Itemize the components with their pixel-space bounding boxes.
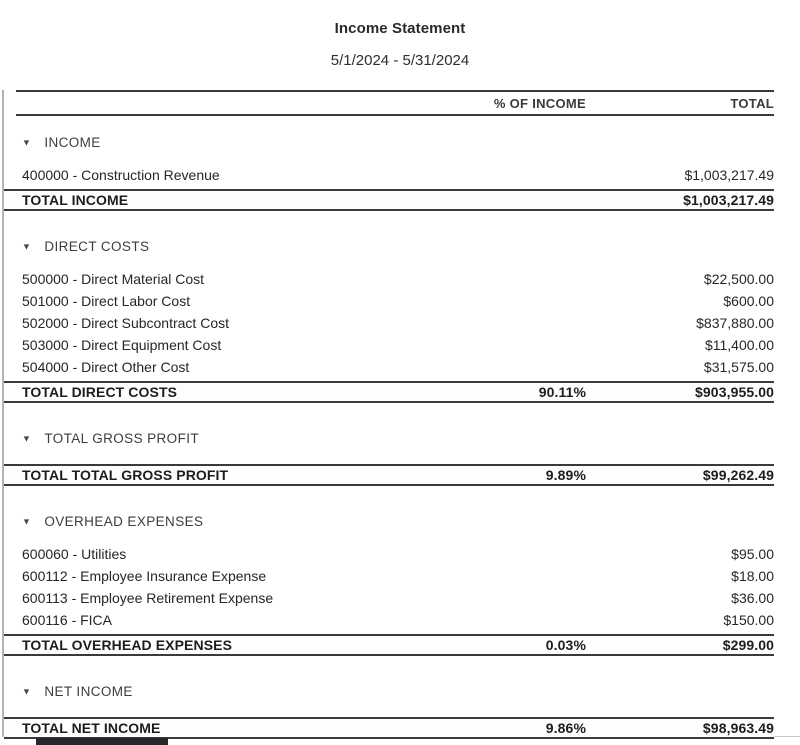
account-label: 600112 - Employee Insurance Expense: [22, 568, 267, 584]
account-label: 600060 - Utilities: [22, 546, 127, 562]
collapse-caret-icon: ▼: [22, 516, 32, 526]
account-label: 600116 - FICA: [22, 612, 113, 628]
account-total: $31,575.00: [703, 359, 774, 375]
total-percent: 9.86%: [545, 720, 586, 736]
collapse-caret-icon: ▼: [22, 137, 32, 147]
account-row: [4, 587, 774, 609]
section-total-row: [4, 189, 774, 211]
account-row: [4, 356, 774, 378]
total-total: $299.00: [722, 637, 774, 653]
total-label: TOTAL INCOME: [22, 192, 129, 208]
total-label: TOTAL NET INCOME: [22, 720, 161, 736]
total-total: $99,262.49: [702, 467, 774, 483]
account-total: $18.00: [731, 568, 774, 584]
report-section: [4, 236, 800, 403]
account-label: 503000 - Direct Equipment Cost: [22, 337, 222, 353]
account-label: 501000 - Direct Labor Cost: [22, 293, 191, 309]
total-total: $903,955.00: [695, 384, 774, 400]
section-title-label: TOTAL GROSS PROFIT: [44, 430, 200, 446]
account-row: [4, 268, 774, 290]
report-section: [4, 681, 800, 739]
section-title-label: DIRECT COSTS: [44, 238, 150, 254]
report-section: [4, 132, 800, 211]
section-header[interactable]: [4, 511, 800, 531]
total-percent: 9.89%: [545, 467, 586, 483]
account-total: $600.00: [723, 293, 774, 309]
section-header[interactable]: [4, 428, 800, 448]
account-total: $95.00: [731, 546, 774, 562]
report-sections: [4, 132, 800, 739]
account-row: [4, 334, 774, 356]
total-total: $1,003,217.49: [683, 192, 774, 208]
account-total: $36.00: [731, 590, 774, 606]
column-header-total: TOTAL: [730, 95, 774, 111]
section-rows: [4, 268, 774, 378]
account-label: 502000 - Direct Subcontract Cost: [22, 315, 229, 331]
account-total: $11,400.00: [704, 337, 774, 353]
account-label: 500000 - Direct Material Cost: [22, 271, 205, 287]
account-row: [4, 609, 774, 631]
section-total-row: [4, 634, 774, 656]
collapse-caret-icon: ▼: [22, 241, 32, 251]
section-title-label: OVERHEAD EXPENSES: [44, 513, 204, 529]
account-label: 504000 - Direct Other Cost: [22, 359, 190, 375]
collapse-caret-icon: ▼: [22, 686, 32, 696]
account-row: [4, 290, 774, 312]
section-total-row: [4, 717, 774, 739]
total-total: $98,963.49: [702, 720, 774, 736]
report-section: [4, 428, 800, 486]
account-total: $837,880.00: [696, 315, 774, 331]
section-total-row: [4, 464, 774, 486]
section-rows: [4, 543, 774, 631]
section-header[interactable]: [4, 681, 800, 701]
column-header-row: [16, 90, 774, 116]
total-percent: 0.03%: [545, 637, 586, 653]
report-panel: [2, 90, 800, 737]
total-label: TOTAL TOTAL GROSS PROFIT: [22, 467, 229, 483]
account-total: $1,003,217.49: [684, 167, 774, 183]
section-title-label: NET INCOME: [44, 683, 133, 699]
page-title: Income Statement: [334, 20, 466, 37]
total-percent: 90.11%: [538, 384, 586, 400]
account-row: [4, 164, 774, 186]
total-label: TOTAL OVERHEAD EXPENSES: [22, 637, 233, 653]
column-header-percent-of-income: % OF INCOME: [493, 95, 586, 111]
account-total: $150.00: [723, 612, 774, 628]
account-row: [4, 312, 774, 334]
total-label: TOTAL DIRECT COSTS: [22, 384, 178, 400]
section-rows: [4, 164, 774, 186]
report-section: [4, 511, 800, 656]
section-header[interactable]: [4, 236, 800, 256]
cutoff-dark-bar: [36, 738, 168, 745]
account-label: 600113 - Employee Retirement Expense: [22, 590, 274, 606]
section-total-row: [4, 381, 774, 403]
section-header[interactable]: [4, 132, 800, 152]
section-title-label: INCOME: [44, 134, 101, 150]
account-row: [4, 565, 774, 587]
account-row: [4, 543, 774, 565]
account-total: $22,500.00: [703, 271, 774, 287]
report-date-range: 5/1/2024 - 5/31/2024: [330, 52, 470, 69]
account-label: 400000 - Construction Revenue: [22, 167, 220, 183]
collapse-caret-icon: ▼: [22, 433, 32, 443]
